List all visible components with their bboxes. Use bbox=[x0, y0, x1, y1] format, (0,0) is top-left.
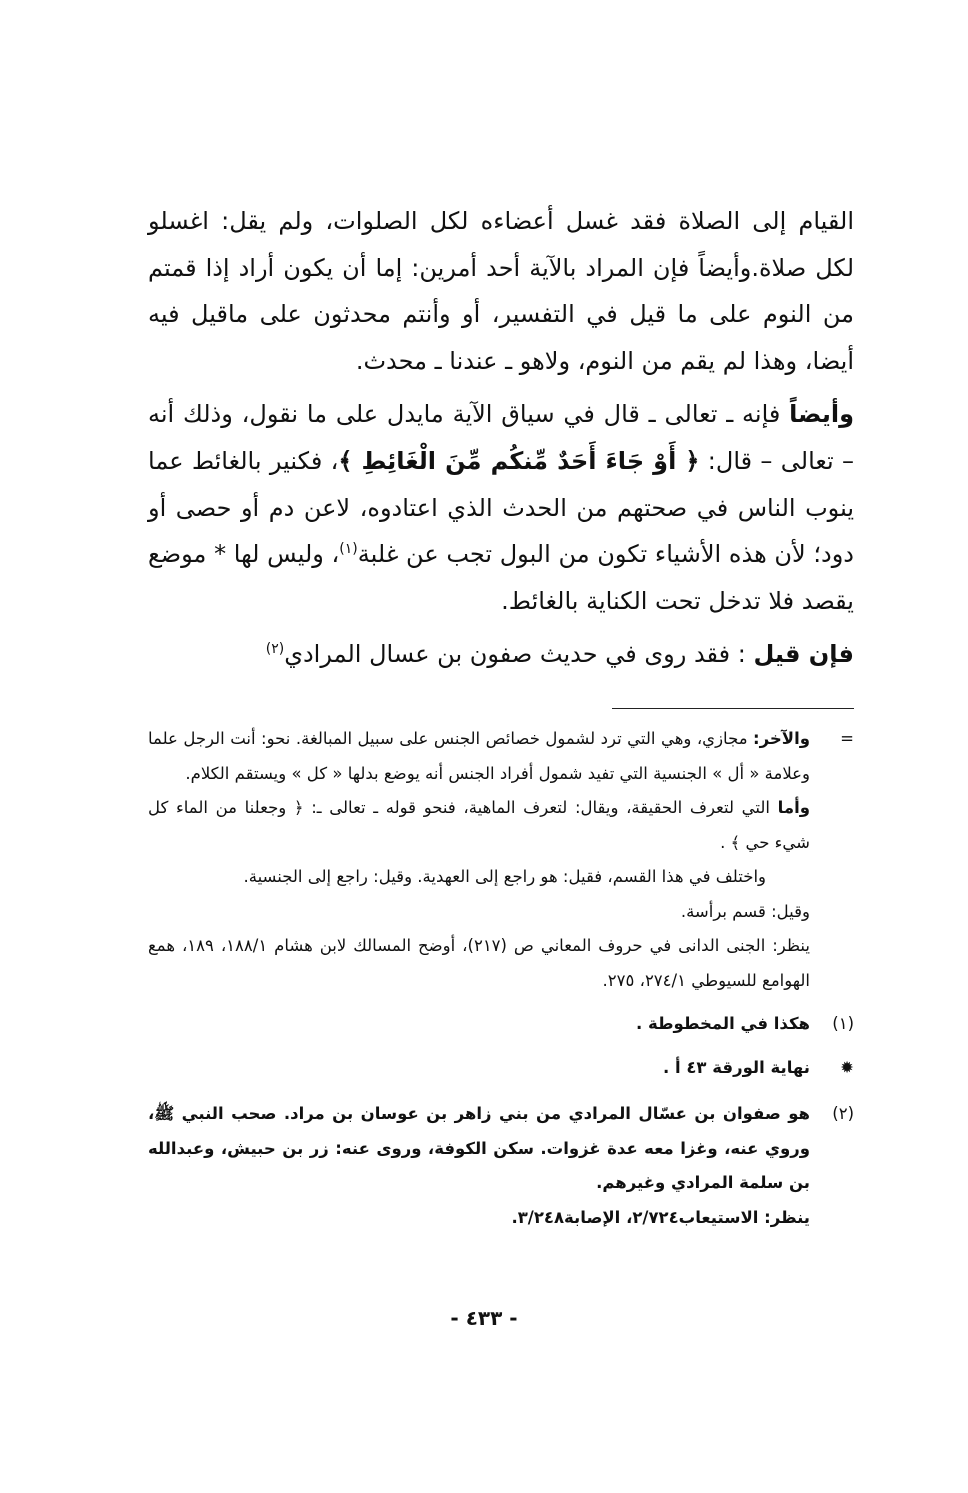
paragraph-2-text-2: ، فكنير بالغائط عما ينوب الناس في صحتهم من الحدث الذي اعتادوه، لاعن دم أو حصى أو دود؛ لأن هذه الأشياء تكون من البول تجب عن غلبة bbox=[148, 446, 854, 569]
footnote-1-text: هكذا في المخطوطة . bbox=[636, 1014, 810, 1033]
continuation-body bbox=[148, 722, 810, 998]
paragraph-3 bbox=[148, 631, 854, 678]
qil-line: وقيل: قسم برأسة. bbox=[680, 901, 810, 921]
footnote-ref-2[interactable]: (٢) bbox=[265, 641, 285, 658]
amma-paragraph bbox=[148, 791, 810, 860]
continuation-paragraph bbox=[148, 722, 810, 791]
continuation-mark: = bbox=[840, 729, 854, 748]
continuation-text: مجازي، وهي التي ترد لشمول خصائص الجنس على سبيل المبالغة. نحو: أنت الرجل علما وعلامة « أل » الجنسية التي تفيد شمول أفراد الجنس أنه يوضع بدلها « كل » ويستقم الكلام. bbox=[148, 729, 810, 783]
paragraph-3-text: : فقد روى في حديث صفون بن عسال المرادي bbox=[284, 640, 754, 669]
continuation-lead: والآخر: bbox=[753, 729, 810, 748]
paragraph-1 bbox=[148, 198, 854, 384]
footnote-1 bbox=[148, 1007, 854, 1042]
paragraph-1-text: القيام إلى الصلاة فقد غسل أعضاءه لكل الصلوات، ولم يقل: اغسلو لكل صلاة.وأيضاً فإن المراد بالآية أحد أمرين: إما أن يكون أراد إذا قمتم من النوم على ما قيل في التفسير، أو وأنتم محدثون على ماقيل فيه أيضا، وهذا لم يقم من النوم، ولاهو ـ عندنا ـ محدث. bbox=[148, 207, 854, 375]
footnote-ref-1[interactable]: (١) bbox=[339, 541, 358, 558]
quran-verse: ﴿ أَوْ جَاءَ أَحَدٌ مِّنكُم مِّنَ الْغَائِطِ ﴾ bbox=[338, 446, 700, 475]
amma-lead: وأما bbox=[777, 798, 810, 817]
footnote-2-references: ينظر: الاستيعاب٢/٧٢٤، الإصابة٣/٢٤٨. bbox=[511, 1207, 810, 1227]
footnote-continuation bbox=[148, 722, 854, 998]
footnote-2-mark: (٢) bbox=[832, 1104, 854, 1123]
paragraph-2-lead: وأيضاً bbox=[789, 400, 854, 429]
paragraph-2 bbox=[148, 391, 854, 624]
footnote-2 bbox=[148, 1097, 854, 1235]
folio-note-text: نهاية الورقة ٤٣ أ . bbox=[662, 1057, 810, 1077]
references-1: ينظر: الجنى الدانى في حروف المعاني ص (٢١٧)، أوضح المسالك لابن هشام ١٨٨/١، ١٨٩، همع الهوامع للسيوطي ٢٧٤/١، ٢٧٥. bbox=[148, 936, 811, 990]
ikhtalaf-line: واختلف في هذا القسم، فقيل: هو راجع إلى العهدية. وقيل: راجع إلى الجنسية. bbox=[243, 867, 766, 886]
footnote-2-text: هو صفوان بن عسّال المرادي من بني زاهر بن عوسان بن مراد. صحب النبي ﷺ، وروي عنه، وغزا معه عدة غزوات. سكن الكوفة، وروى عنه: زر بن حبيش، وعبدالله بن سلمة المرادي وغيرهم. bbox=[148, 1104, 810, 1192]
paragraph-2-text-1: فإنه ـ تعالى ـ قال في سياق الآية مايدل على ما نقول، وذلك أنه – تعالى – قال: bbox=[148, 400, 854, 475]
footnotes bbox=[148, 722, 854, 1235]
paragraph-2-text-3: ، وليس لها * موضع يقصد فلا تدخل تحت الكناية بالغائط. bbox=[148, 540, 854, 615]
footnote-separator bbox=[612, 708, 854, 709]
main-text bbox=[148, 198, 854, 685]
footnote-1-mark: (١) bbox=[832, 1014, 854, 1033]
folio-note bbox=[148, 1051, 854, 1086]
page-number: - ٤٣٣ - bbox=[450, 1306, 518, 1330]
amma-text: التي لتعرف الحقيقة، ويقال: لتعرف الماهية، فنحو قوله ـ تعالى ـ: ﴿ وجعلنا من الماء كل شيء حي ﴾ . bbox=[148, 798, 810, 852]
star-icon: ✹ bbox=[840, 1057, 854, 1077]
paragraph-3-lead: فإن قيل bbox=[753, 640, 854, 669]
